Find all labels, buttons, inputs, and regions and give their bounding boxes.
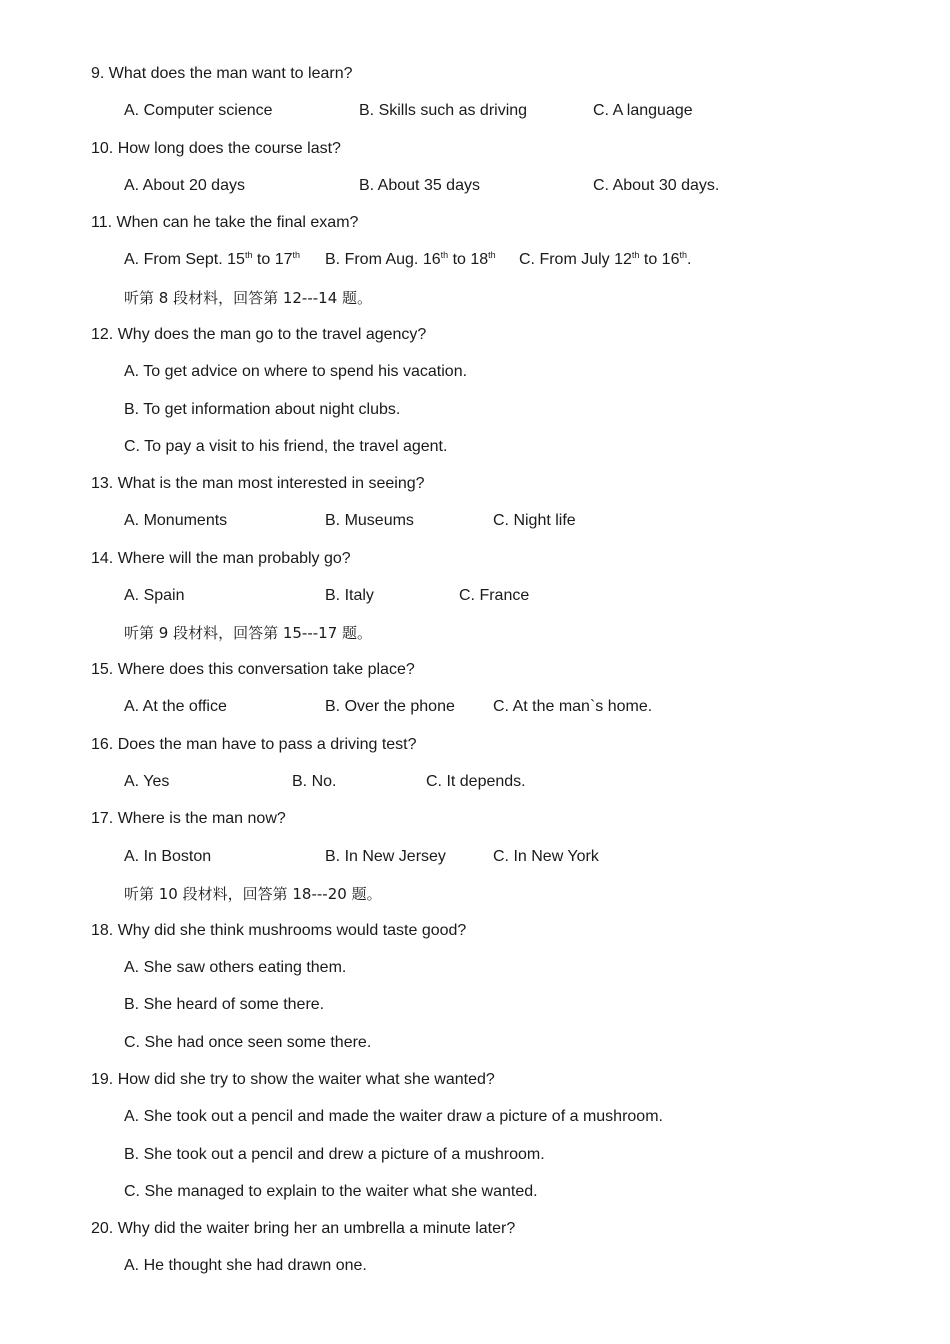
question-19: 19. How did she try to show the waiter what she wanted? — [91, 1071, 495, 1088]
option-a: A. He thought she had drawn one. — [124, 1257, 367, 1274]
question-13: 13. What is the man most interested in seeing? — [91, 475, 425, 492]
option-b: B. Over the phone — [325, 698, 455, 715]
option-c: C. She had once seen some there. — [124, 1034, 372, 1051]
option-b: B. She took out a pencil and drew a picture of a mushroom. — [124, 1146, 545, 1163]
option-a: A. About 20 days — [124, 177, 245, 194]
option-b: B. Museums — [325, 512, 414, 529]
question-9-options — [0, 101, 950, 121]
question-12: 12. Why does the man go to the travel agency? — [91, 326, 427, 343]
question-20: 20. Why did the waiter bring her an umbrella a minute later? — [91, 1220, 516, 1237]
question-15-options — [0, 697, 950, 717]
option-c: C. Night life — [493, 512, 576, 529]
section-8-instruction: 听第 8 段材料，回答第 12---14 题。 — [124, 289, 373, 307]
option-b: B. About 35 days — [359, 177, 480, 194]
option-a: A. In Boston — [124, 848, 212, 865]
question-17: 17. Where is the man now? — [91, 810, 286, 827]
option-a: A. She took out a pencil and made the waiter draw a picture of a mushroom. — [124, 1108, 663, 1125]
question-11: 11. When can he take the final exam? — [91, 214, 359, 231]
question-15: 15. Where does this conversation take place? — [91, 661, 415, 678]
option-c: C. It depends. — [426, 773, 526, 790]
option-c: C. To pay a visit to his friend, the travel agent. — [124, 438, 448, 455]
question-9: 9. What does the man want to learn? — [91, 65, 353, 82]
question-14-options — [0, 586, 950, 606]
question-10: 10. How long does the course last? — [91, 140, 341, 157]
section-10-instruction: 听第 10 段材料，回答第 18---20 题。 — [124, 885, 382, 903]
question-16-options — [0, 772, 950, 792]
option-c: C. At the man`s home. — [493, 698, 653, 715]
option-a: A. At the office — [124, 698, 227, 715]
question-11-options — [0, 250, 950, 270]
option-b: B. From Aug. 16th to 18th — [325, 250, 496, 268]
option-a: A. To get advice on where to spend his vacation. — [124, 363, 468, 380]
option-a: A. She saw others eating them. — [124, 959, 347, 976]
option-a: A. Monuments — [124, 512, 228, 529]
option-c: C. About 30 days. — [593, 177, 720, 194]
question-18: 18. Why did she think mushrooms would taste good? — [91, 922, 467, 939]
option-a: A. Spain — [124, 587, 185, 604]
section-9-instruction: 听第 9 段材料，回答第 15---17 题。 — [124, 624, 373, 642]
question-14: 14. Where will the man probably go? — [91, 550, 351, 567]
option-c: C. From July 12th to 16th. — [519, 250, 692, 268]
option-c: C. France — [459, 587, 530, 604]
option-b: B. In New Jersey — [325, 848, 446, 865]
option-c: C. A language — [593, 102, 693, 119]
question-17-options — [0, 847, 950, 867]
option-c: C. In New York — [493, 848, 599, 865]
option-b: B. To get information about night clubs. — [124, 401, 401, 418]
question-16: 16. Does the man have to pass a driving test? — [91, 736, 417, 753]
option-a: A. Yes — [124, 773, 170, 790]
option-b: B. Italy — [325, 587, 374, 604]
option-a: A. Computer science — [124, 102, 273, 119]
option-a: A. From Sept. 15th to 17th — [124, 250, 300, 268]
option-b: B. Skills such as driving — [359, 102, 528, 119]
option-b: B. No. — [292, 773, 337, 790]
option-c: C. She managed to explain to the waiter what she wanted. — [124, 1183, 538, 1200]
question-10-options — [0, 176, 950, 196]
option-b: B. She heard of some there. — [124, 996, 325, 1013]
question-13-options — [0, 511, 950, 531]
